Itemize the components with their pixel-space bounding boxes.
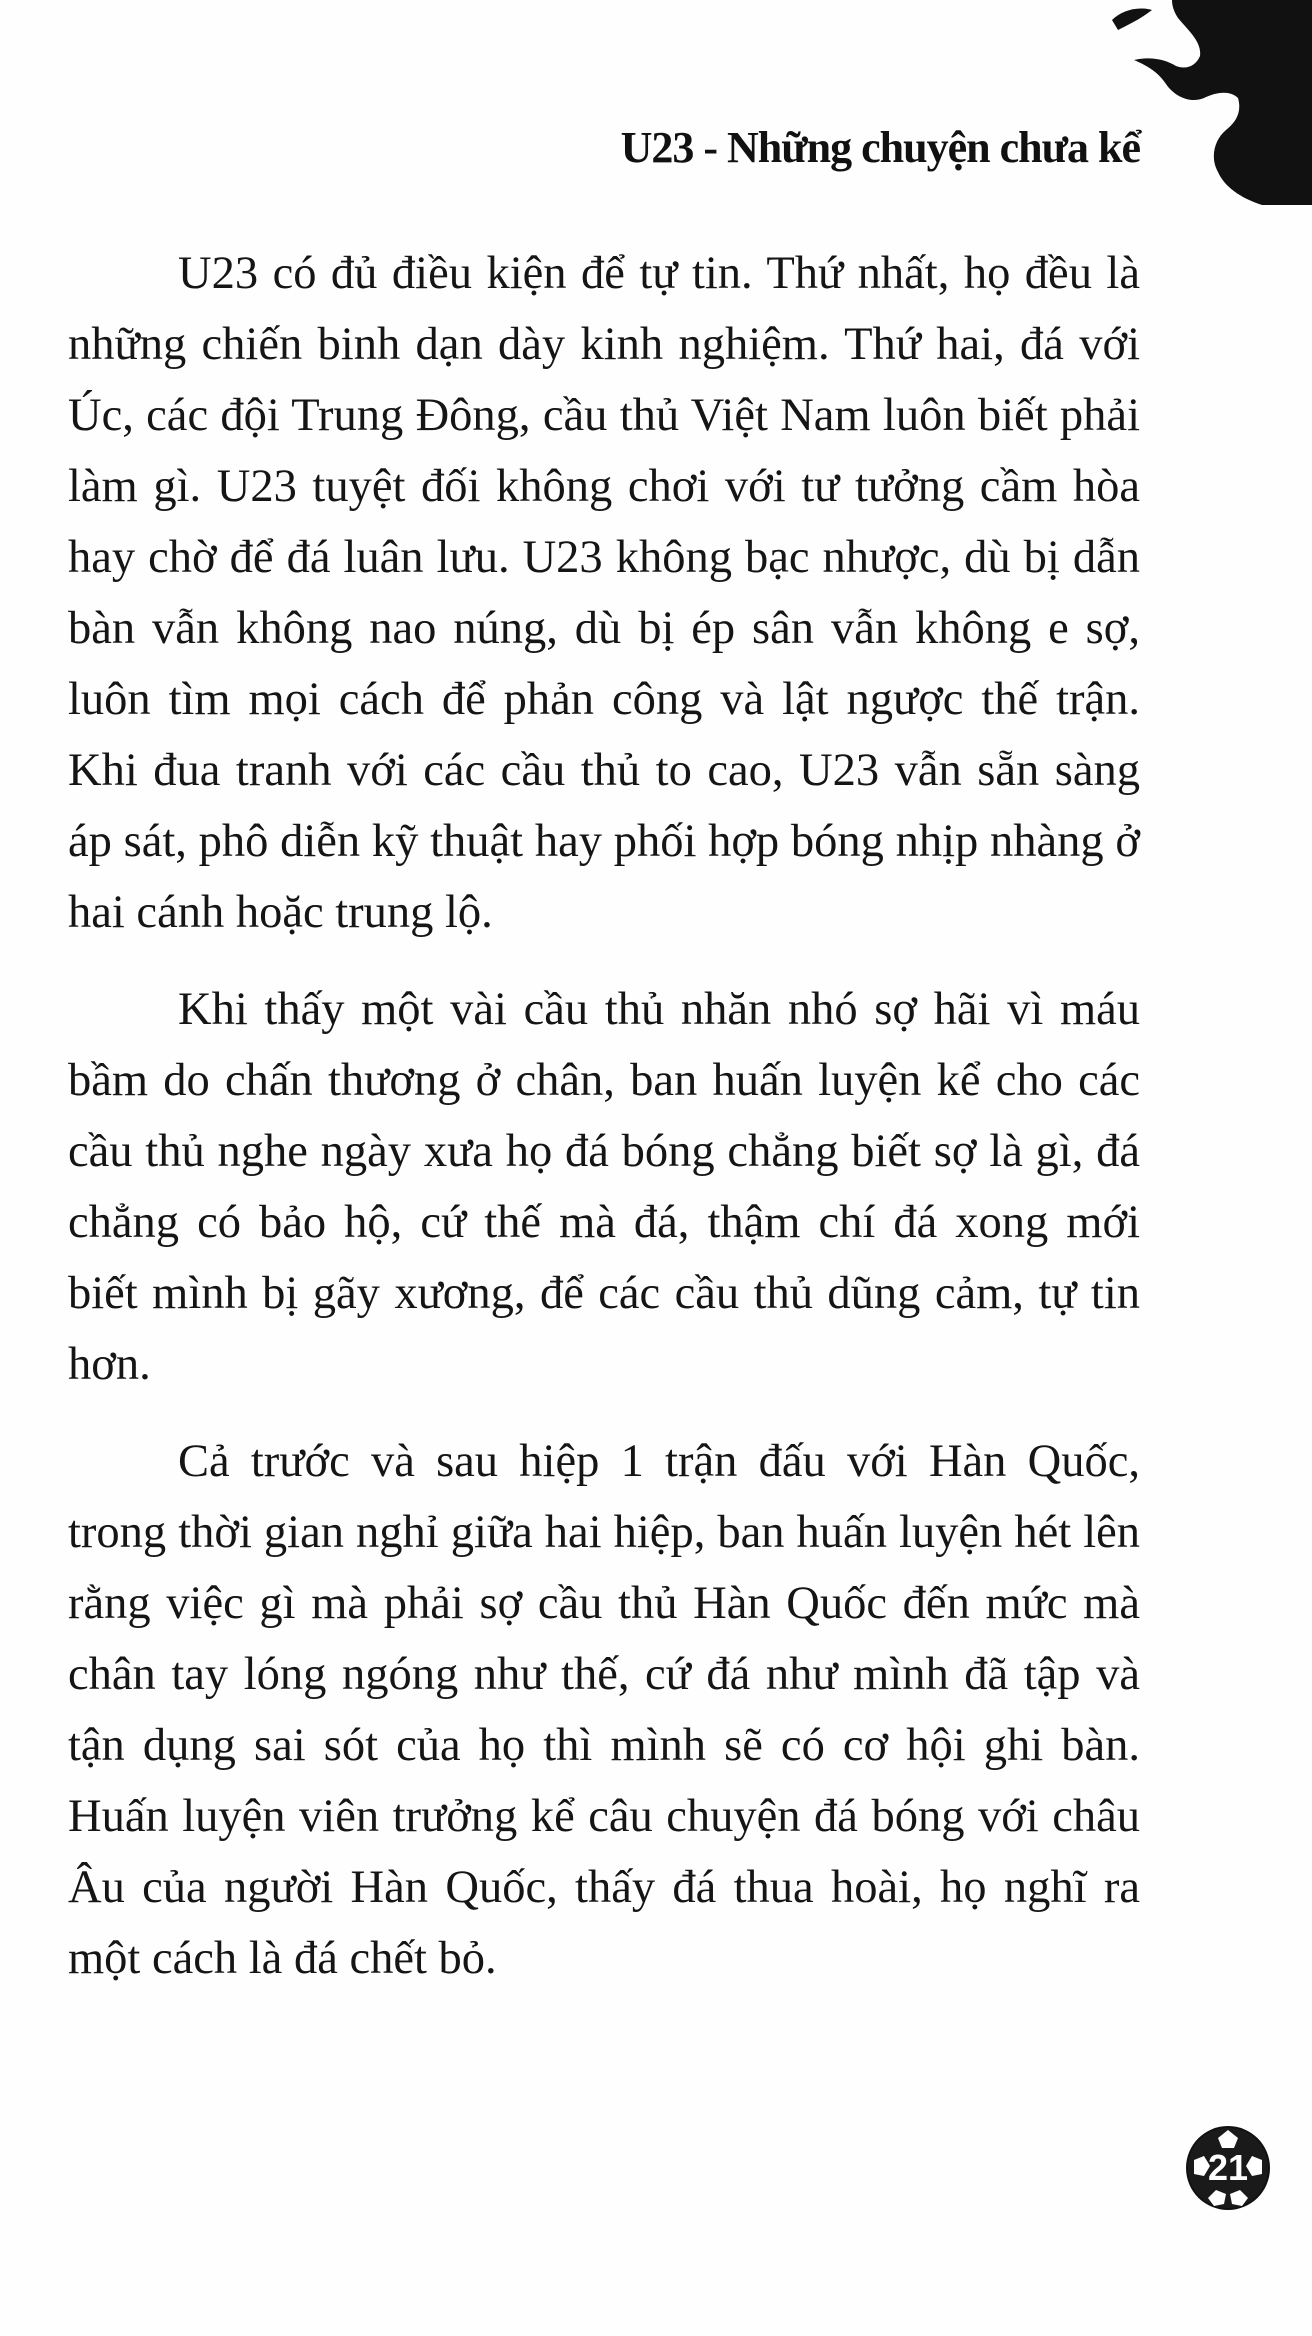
running-header: U23 - Những chuyện chưa kể bbox=[620, 123, 1140, 172]
text-body bbox=[68, 238, 1140, 1994]
soccer-player-silhouette-icon bbox=[1112, 0, 1312, 205]
page-number-badge bbox=[1184, 2124, 1272, 2212]
page-number: 21 bbox=[1207, 2147, 1249, 2188]
paragraph-3: Cả trước và sau hiệp 1 trận đấu với Hàn Quốc, trong thời gian nghỉ giữa hai hiệp, ban huấn luyện hét lên rằng việc gì mà phải sợ cầu thủ Hàn Quốc đến mức mà chân tay lóng ngóng như thế, cứ đá như mình đã tập và tận dụng sai sót của họ thì mình sẽ có cơ hội ghi bàn. Huấn luyện viên trưởng kể câu chuyện đá bóng với châu Âu của người Hàn Quốc, thấy đá thua hoài, họ nghĩ ra một cách là đá chết bỏ. bbox=[68, 1436, 1140, 1984]
paragraph-1: U23 có đủ điều kiện để tự tin. Thứ nhất, họ đều là những chiến binh dạn dày kinh nghiệm. Thứ hai, đá với Úc, các đội Trung Đông, cầu thủ Việt Nam luôn biết phải làm gì. U23 tuyệt đối không chơi với tư tưởng cầm hòa hay chờ để đá luân lưu. U23 không bạc nhược, dù bị dẫn bàn vẫn không nao núng, dù bị ép sân vẫn không e sợ, luôn tìm mọi cách để phản công và lật ngược thế trận. Khi đua tranh với các cầu thủ to cao, U23 vẫn sẵn sàng áp sát, phô diễn kỹ thuật hay phối hợp bóng nhịp nhàng ở hai cánh hoặc trung lộ. bbox=[68, 248, 1140, 938]
paragraph-2: Khi thấy một vài cầu thủ nhăn nhó sợ hãi vì máu bầm do chấn thương ở chân, ban huấn luyện kể cho các cầu thủ nghe ngày xưa họ đá bóng chẳng biết sợ là gì, đá chẳng có bảo hộ, cứ thế mà đá, thậm chí đá xong mới biết mình bị gãy xương, để các cầu thủ dũng cảm, tự tin hơn. bbox=[68, 984, 1140, 1390]
